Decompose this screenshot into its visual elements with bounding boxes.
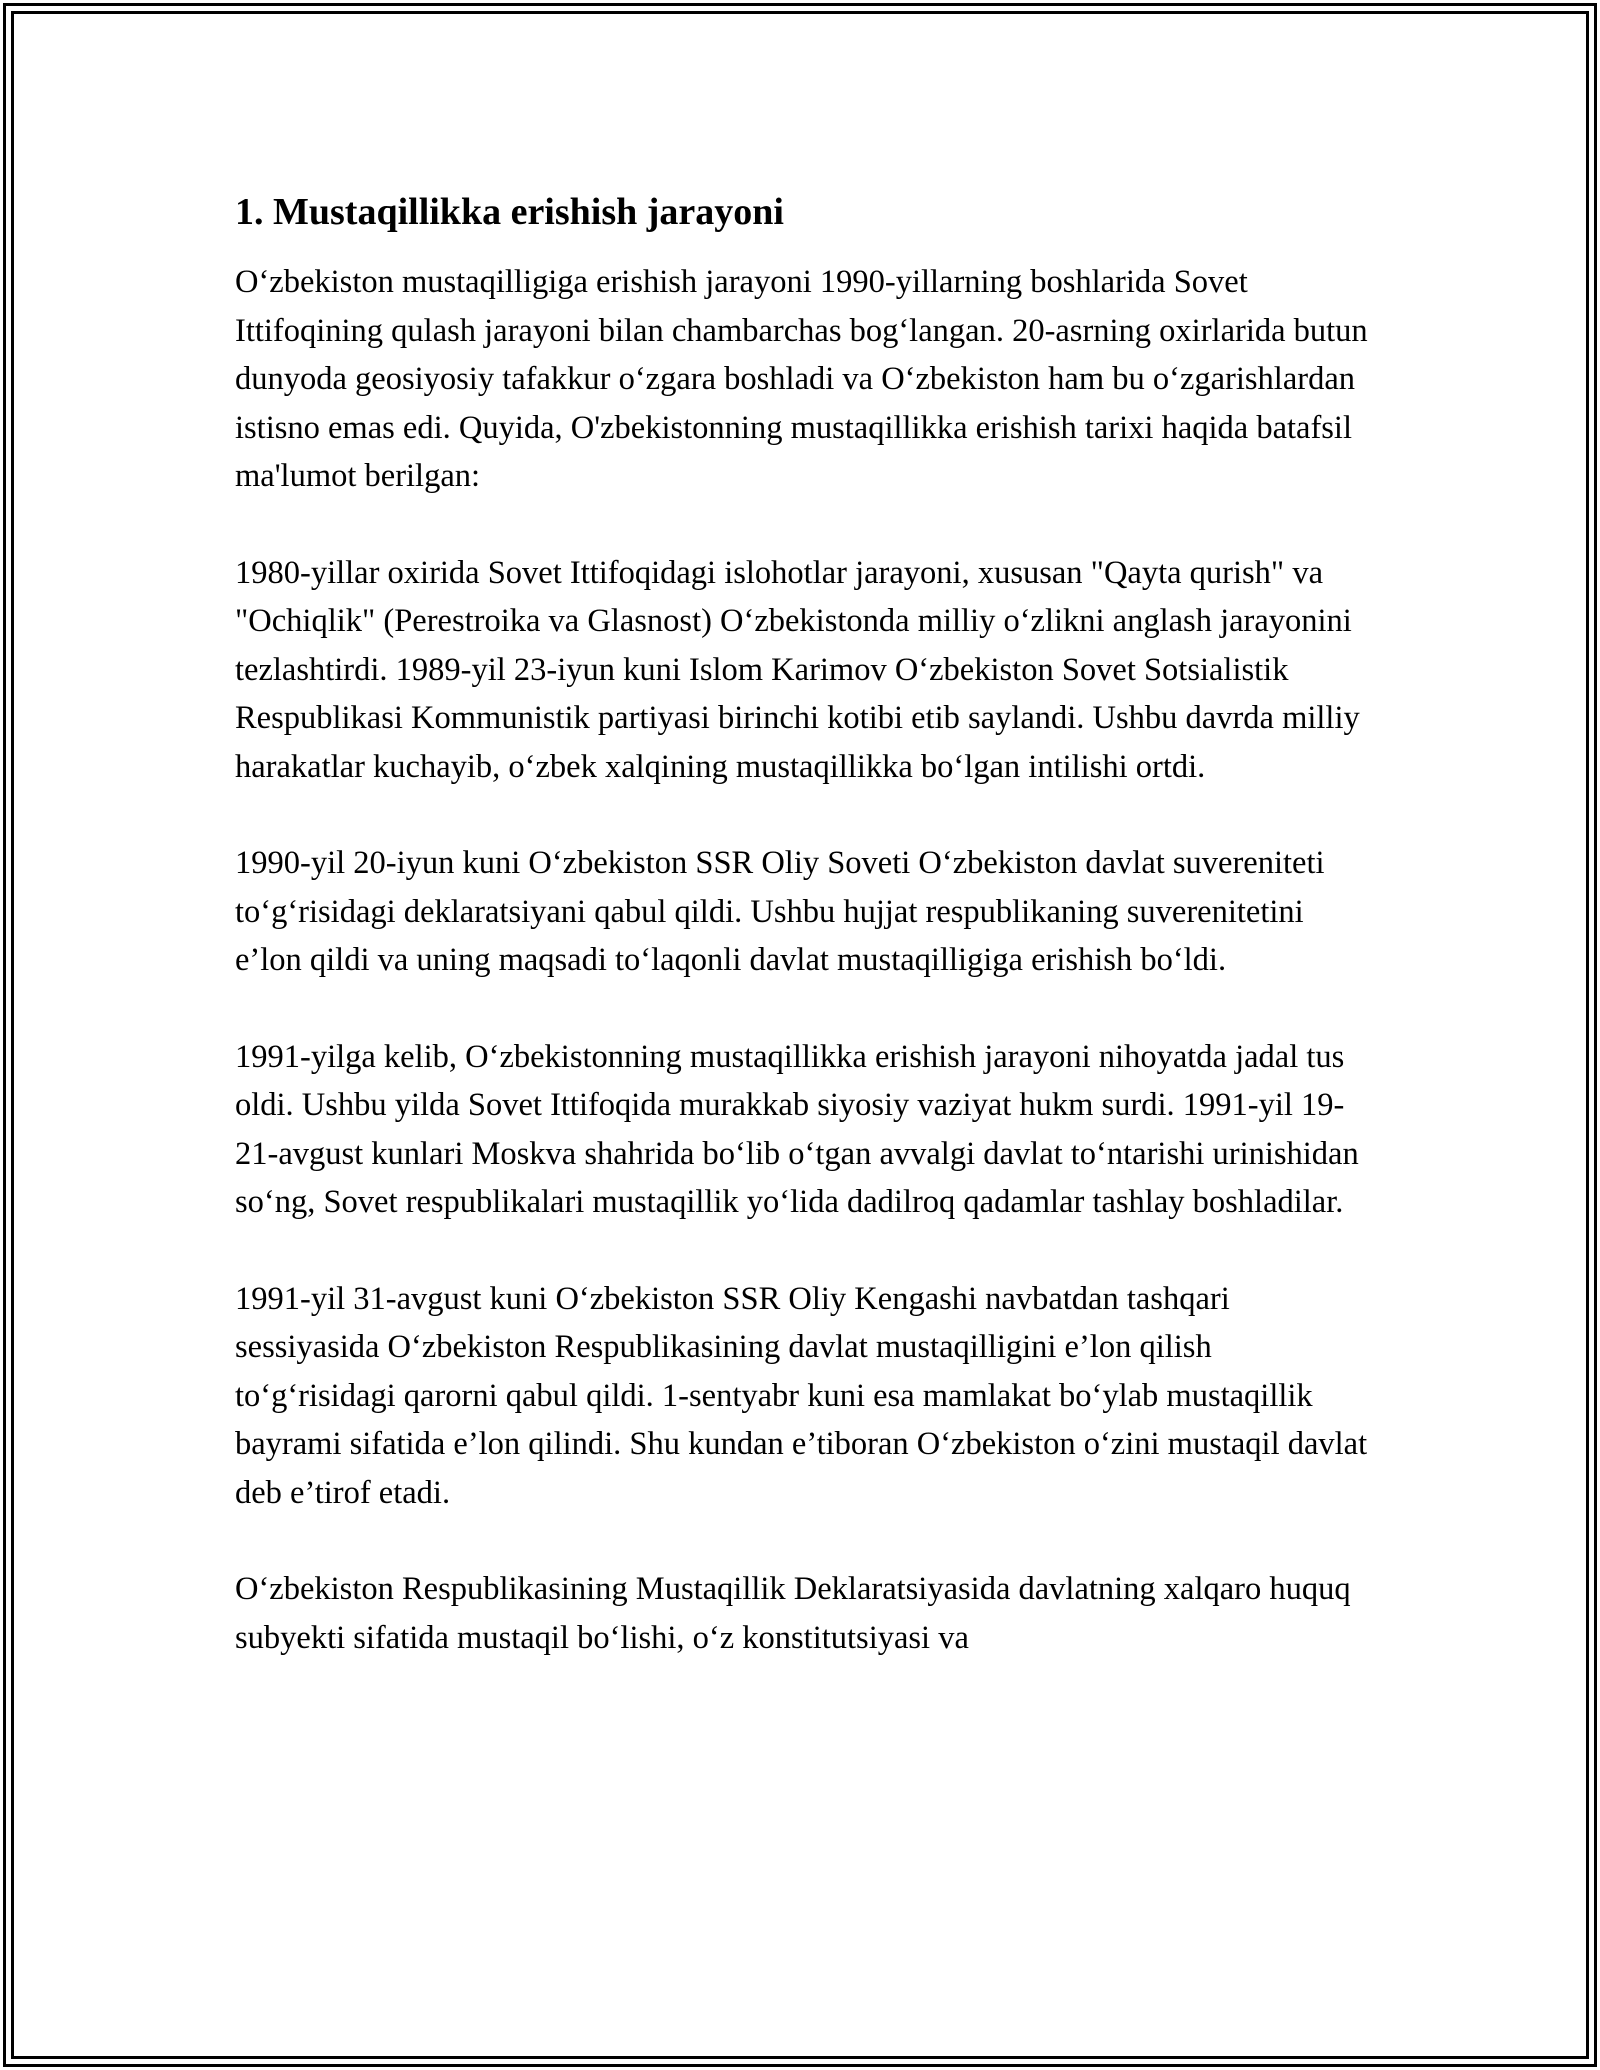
paragraph-sovereignty-declaration: 1990-yil 20-iyun kuni O‘zbekiston SSR Oliy Soveti O‘zbekiston davlat suvereniteti to‘g‘risidagi deklaratsiyani qabul qildi. Ushbu hujjat respublikaning suverenitetini e’lon qildi va uning maqsadi to‘laqonli davlat mustaqilligiga erishish bo‘ldi. <box>235 845 1325 978</box>
paragraph-intro: O‘zbekiston mustaqilligiga erishish jarayoni 1990-yillarning boshlarida Sovet Ittifoqining qulash jarayoni bilan chambarchas bog‘langan. 20-asrning oxirlarida butun dunyoda geosiyosiy tafakkur o‘zgara boshladi va O‘zbekiston ham bu o‘zgarishlardan istisno emas edi. Quyida, O'zbekistonning mustaqillikka erishish tarixi haqida batafsil ma'lumot berilgan: <box>235 264 1368 494</box>
paragraph-1991-events: 1991-yilga kelib, O‘zbekistonning mustaqillikka erishish jarayoni nihoyatda jadal tus oldi. Ushbu yilda Sovet Ittifoqida murakkab siyosiy vaziyat hukm surdi. 1991-yil 19-21-avgust kunlari Moskva shahrida bo‘lib o‘tgan avvalgi davlat to‘ntarishi urinishidan so‘ng, Sovet respublikalari mustaqillik yo‘lida dadilroq qadamlar tashlay boshladilar. <box>235 1038 1359 1220</box>
paragraph-1980s-reforms: 1980-yillar oxirida Sovet Ittifoqidagi islohotlar jarayoni, xususan "Qayta qurish" va "Ochiqlik" (Perestroika va Glasnost) O‘zbekistonda milliy o‘zlikni anglash jarayonini tezlashtirdi. 1989-yil 23-iyun kuni Islom Karimov O‘zbekiston Sovet Sotsialistik Respublikasi Kommunistik partiyasi birinchi kotibi etib saylandi. Ushbu davrda milliy harakatlar kuchayib, o‘zbek xalqining mustaqillikka bo‘lgan intilishi ortdi. <box>235 554 1360 785</box>
document-body <box>235 186 1375 1710</box>
section-heading: 1. Mustaqillikka erishish jarayoni <box>235 191 784 233</box>
paragraph-independence-declaration: O‘zbekiston Respublikasining Mustaqillik Deklaratsiyasida davlatning xalqaro huquq subyekti sifatida mustaqil bo‘lishi, o‘z konstitutsiyasi va <box>235 1571 1351 1656</box>
paragraph-independence-proclamation: 1991-yil 31-avgust kuni O‘zbekiston SSR Oliy Kengashi navbatdan tashqari sessiyasida O‘zbekiston Respublikasining davlat mustaqilligini e’lon qilish to‘g‘risidagi qarorni qabul qildi. 1-sentyabr kuni esa mamlakat bo‘ylab mustaqillik bayrami sifatida e’lon qilindi. Shu kundan e’tiboran O‘zbekiston o‘zini mustaqil davlat deb e’tirof etadi. <box>235 1280 1368 1511</box>
